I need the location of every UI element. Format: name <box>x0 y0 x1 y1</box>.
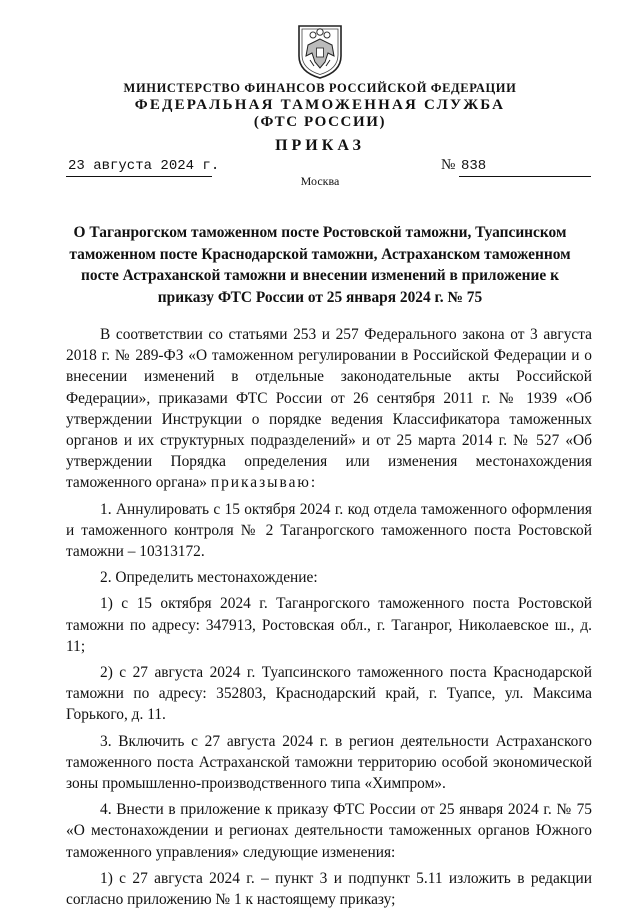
order-date: 23 августа 2024 г. <box>68 158 220 174</box>
service-short-name: (ФТС РОССИИ) <box>253 114 387 130</box>
order-word: приказываю: <box>210 474 318 492</box>
paragraph-item-2-1: 1) с 15 октября 2024 г. Таганрогского таможенного поста Ростовской таможни по адресу: 347913, Ростовская обл., г. Таганрог, Николаевское ш., д. 11; <box>66 595 592 655</box>
order-body <box>66 324 592 915</box>
paragraph-item-2-2: 2) с 27 августа 2024 г. Туапсинского таможенного поста Краснодарской таможни по адресу: 352803, Краснодарский край, г. Туапсе, ул. Максима Горького, д. 11. <box>66 664 592 724</box>
service-name: ФЕДЕРАЛЬНАЯ ТАМОЖЕННАЯ СЛУЖБА <box>134 97 506 113</box>
paragraph-item-1: 1. Аннулировать с 15 октября 2024 г. код отдела таможенного оформления и таможенного контроля № 2 Таганрогского таможенного поста Ростовской таможни – 10313172. <box>66 500 592 561</box>
city: Москва <box>300 174 340 188</box>
paragraph-item-4: 4. Внести в приложение к приказу ФТС России от 25 января 2024 г. № 75 «О местонахождении и регионах деятельности таможенных органов Южного таможенного управления» следующие изменения: <box>66 801 592 861</box>
preamble-text: В соответствии со статьями 253 и 257 Федерального закона от 3 августа 2018 г. № 289-ФЗ «О таможенном регулировании в Российской Федерации и о внесении изменений в отдельные законодательные акты Российской Федерации», приказами ФТС России от 26 сентября 2011 г. № 1939 «Об утверждении Инструкции о порядке ведения Классификатора таможенных органов и их структурных подразделений» и от 25 марта 2014 г. № 527 «Об утверждении Порядка определения или изменения местонахождения таможенного органа» <box>66 326 592 492</box>
number-sign: № <box>441 157 456 173</box>
paragraph-item-3: 3. Включить с 27 августа 2024 г. в регион деятельности Астраханского таможенного поста Астраханской таможни территорию особой экономической зоны промышленно-производственного типа «Химпром». <box>66 732 592 793</box>
paragraph-item-2: 2. Определить местонахождение: <box>100 569 318 587</box>
paragraph-preamble <box>66 324 592 494</box>
paragraph-item-4-1: 1) с 27 августа 2024 г. – пункт 3 и подпункт 5.11 изложить в редакции согласно приложению № 1 к настоящему приказу; <box>66 869 592 909</box>
order-number: 838 <box>461 158 487 174</box>
state-emblem <box>295 22 345 80</box>
ministry-name: МИНИСТЕРСТВО ФИНАНСОВ РОССИЙСКОЙ ФЕДЕРАЦИИ <box>123 81 517 95</box>
document-type: ПРИКАЗ <box>275 137 365 154</box>
order-title: О Таганрогском таможенном посте Ростовской таможни, Туапсинском таможенном посте Краснодарской таможни, Астраханском таможенном посте Астраханской таможни и внесении изменений в приложение к приказу ФТС России от 25 января 2024 г. № 75 <box>69 224 571 306</box>
